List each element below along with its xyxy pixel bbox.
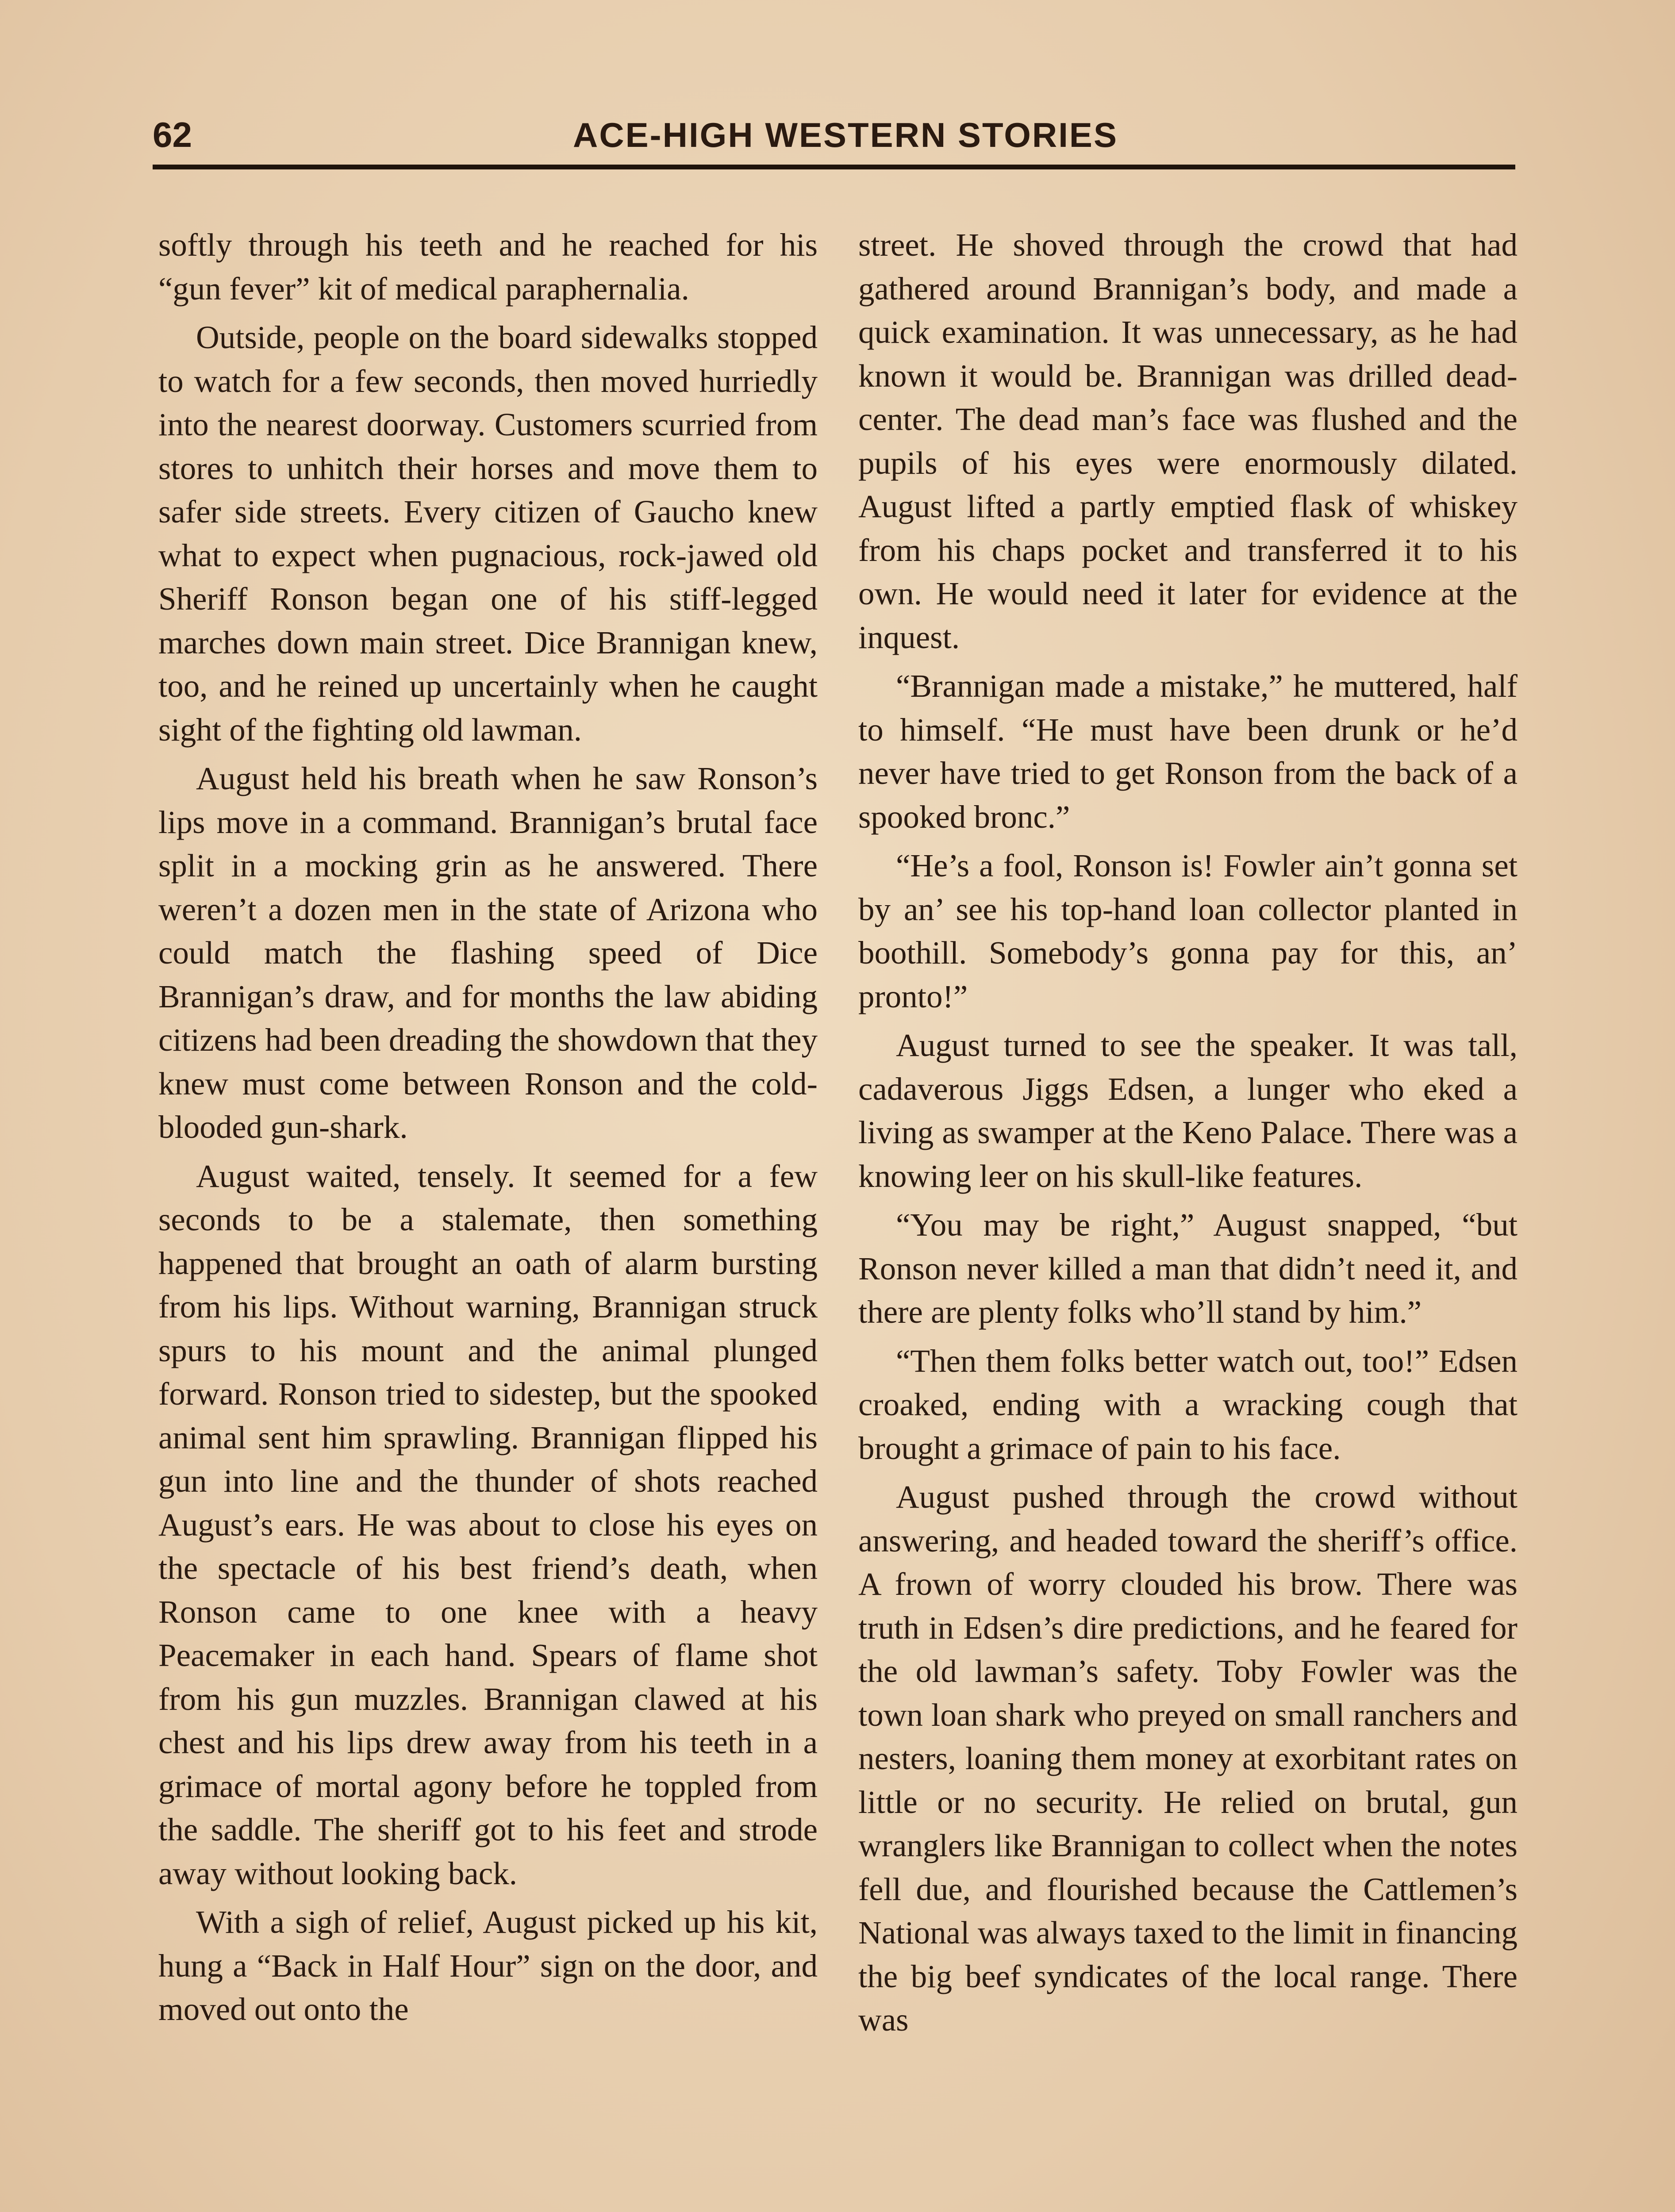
paragraph: August held his breath when he saw Ronson’s lips move in a command. Brannigan’s brutal face split in a mocking grin as he answered. There weren’t a dozen men in the state of Arizona who could match the flashing speed of Dice Brannigan’s draw, and for months the law abiding citizens had been dreading the showdown that they knew must come between Ronson and the cold-blooded gun-shark. bbox=[158, 760, 818, 1145]
paragraph: With a sigh of relief, August picked up his kit, hung a “Back in Half Hour” sign on the door, and moved out onto the bbox=[158, 1904, 818, 2027]
paragraph: Outside, people on the board sidewalks stopped to watch for a few seconds, then moved hurriedly into the nearest doorway. Customers scurried from stores to unhitch their horses and move them to safer side streets. Every citizen of Gaucho knew what to expect when pugnacious, rock-jawed old Sheriff Ronson began one of his stiff-legged marches down main street. Dice Brannigan knew, too, and he reined up uncertainly when he caught sight of the fighting old lawman. bbox=[158, 319, 818, 748]
running-title: ACE-HIGH WESTERN STORIES bbox=[573, 115, 1118, 154]
paragraph: street. He shoved through the crowd that had gathered around Brannigan’s body, and made a quick examination. It was unnecessary, as he had known it would be. Brannigan was drilled dead-center. The dead man’s face was flushed and the pupils of his eyes were enormously dilated. August lifted a partly emptied flask of whiskey from his chaps pocket and transferred it to his own. He would need it later for evidence at the inquest. bbox=[858, 227, 1517, 655]
paragraph: August pushed through the crowd without answering, and headed toward the sheriff’s office. A frown of worry clouded his brow. There was truth in Edsen’s dire predictions, and he feared for the old lawman’s safety. Toby Fowler was the town loan shark who preyed on small ranchers and nesters, loaning them money at exorbitant rates on little or no security. He relied on brutal, gun wranglers like Brannigan to collect when the notes fell due, and flourished because the Cattlemen’s National was always taxed to the limit in financing the big beef syndicates of the local range. There was bbox=[858, 1479, 1517, 2038]
page-number: 62 bbox=[153, 115, 192, 154]
paragraph: “Then them folks better watch out, too!” Edsen croaked, ending with a wracking cough that brought a grimace of pain to his face. bbox=[858, 1343, 1517, 1466]
right-column bbox=[858, 223, 1517, 2047]
paragraph: “He’s a fool, Ronson is! Fowler ain’t gonna set by an’ see his top-hand loan collector planted in boothill. Somebody’s gonna pay for this, an’ pronto!” bbox=[858, 848, 1517, 1014]
paragraph: “Brannigan made a mistake,” he muttered, half to himself. “He must have been drunk or he’d never have tried to get Ronson from the back of a spooked bronc.” bbox=[858, 668, 1517, 835]
paragraph: August turned to see the speaker. It was tall, cadaverous Jiggs Edsen, a lunger who eked a living as swamper at the Keno Palace. There was a knowing leer on his skull-like features. bbox=[858, 1027, 1517, 1194]
left-column bbox=[158, 223, 818, 2037]
paragraph: softly through his teeth and he reached for his “gun fever” kit of medical paraphernalia. bbox=[158, 227, 818, 307]
header-rule bbox=[153, 165, 1515, 169]
page-header bbox=[153, 111, 1515, 164]
paragraph: August waited, tensely. It seemed for a few seconds to be a stalemate, then something happened that brought an oath of alarm bursting from his lips. Without warning, Brannigan struck spurs to his mount and the animal plunged forward. Ronson tried to sidestep, but the spooked animal sent him sprawling. Brannigan flipped his gun into line and the thunder of shots reached August’s ears. He was about to close his eyes on the spectacle of his best friend’s death, when Ronson came to one knee with a heavy Peacemaker in each hand. Spears of flame shot from his gun muzzles. Brannigan clawed at his chest and his lips drew away from his teeth in a grimace of mortal agony before he toppled from the saddle. The sheriff got to his feet and strode away without looking back. bbox=[158, 1158, 818, 1891]
paragraph: “You may be right,” August snapped, “but Ronson never killed a man that didn’t need it, and there are plenty folks who’ll stand by him.” bbox=[858, 1207, 1517, 1330]
